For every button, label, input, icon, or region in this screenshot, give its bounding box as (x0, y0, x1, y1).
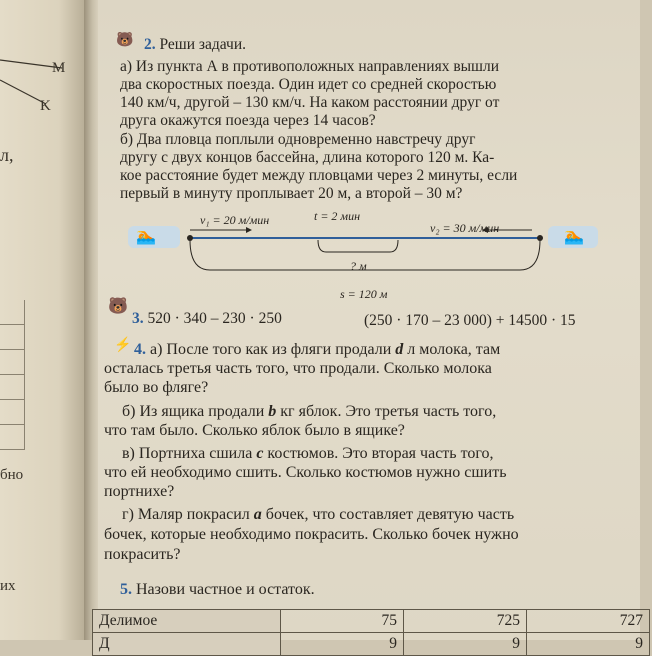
var-a: a (253, 506, 262, 523)
unknown-distance-label: ? м (350, 259, 367, 273)
task4-a-line1 (134, 341, 500, 358)
left-text-fragment-2: бно (0, 467, 24, 483)
right-page (98, 0, 640, 640)
task4-a-text1: а) После того как из фляги продали (150, 341, 392, 358)
task4-g-line3: покрасить? (104, 546, 181, 563)
task2-a-line4: друга окажутся поезда через 14 часов? (120, 112, 376, 129)
table-row (93, 633, 650, 656)
task2-b-line3: кое расстояние будет между пловцами через 2 минуты, если (120, 167, 518, 184)
angle-drawing (0, 0, 84, 140)
var-b: b (268, 403, 277, 420)
task4-number: 4. (134, 341, 146, 358)
task4-g-line2: бочек, которые необходимо покрасить. Сколько бочек нужно (104, 526, 519, 543)
task4-v-line2: что ей необходимо сшить. Сколько костюмов нужно сшить (104, 464, 507, 481)
table-cell: 75 (281, 610, 404, 633)
task4-a-line2: осталась третья часть того, что продали. Сколько молока (104, 360, 492, 377)
task2-b-line1: б) Два пловца поплыли одновременно навстречу друг (120, 131, 476, 148)
book-gutter (84, 0, 98, 640)
table-cell: 9 (527, 633, 650, 656)
task4-g-text1: г) Маляр покрасил (122, 506, 250, 523)
task5-number: 5. (120, 581, 132, 598)
task4-g-text2: бочек, что составляет девятую часть (265, 506, 515, 523)
left-text-fragment: л, (0, 145, 14, 165)
task4-a-text2: л молока, там (407, 341, 501, 358)
t-label: t = 2 мин (314, 209, 361, 223)
table-cell: 9 (281, 633, 404, 656)
swimmer-right-icon: 🏊 (564, 228, 584, 245)
v1-label: v₁ = 20 м/мин (200, 213, 270, 227)
lightning-icon: ⚡ (114, 338, 132, 353)
division-table (92, 609, 652, 656)
task2-number: 2. (144, 36, 156, 53)
task4-b-line2: что там было. Сколько яблок было в ящике? (104, 422, 405, 439)
task2-a-line2: два скоростных поезда. Один идет со средней скоростью (120, 76, 497, 93)
task3-line (132, 310, 282, 327)
task2-b-line4: первый в минуту проплывает 20 м, а второй – 30 м? (120, 185, 463, 202)
var-c: c (256, 445, 264, 462)
left-text-fragment-3: их (0, 578, 16, 594)
bear-icon-2: 🐻 (108, 298, 128, 315)
s-label: s = 120 м (340, 287, 388, 301)
task4-v-text2: костюмов. Это вторая часть того, (267, 445, 494, 462)
var-d: d (395, 341, 404, 358)
task2-a-line1: а) Из пункта А в противоположных направлениях вышли (120, 58, 500, 75)
task2-title: Реши задачи. (159, 36, 247, 53)
table-cell: 725 (404, 610, 527, 633)
table-cell: Делимое (93, 610, 281, 633)
task2-header (144, 36, 246, 53)
task3-expr2: (250 · 170 – 23 000) + 14500 · 15 (364, 312, 576, 329)
table-cell: 727 (527, 610, 650, 633)
swimmers-diagram (128, 208, 608, 304)
v2-label: v₂ = 30 м/мин (430, 221, 500, 235)
task4-v-line3: портнихе? (104, 483, 175, 500)
task5-title: Назови частное и остаток. (136, 581, 315, 598)
left-page (0, 0, 84, 640)
left-grid (0, 300, 25, 450)
task4-b-text1: б) Из ящика продали (122, 403, 265, 420)
task4-v-text1: в) Портниха сшила (122, 445, 253, 462)
table-cell: 9 (404, 633, 527, 656)
task4-a-line3: было во фляге? (104, 379, 209, 396)
task4-b-line1 (122, 403, 496, 420)
task4-g-line1 (122, 506, 514, 523)
swimmer-left-icon: 🏊 (136, 228, 156, 245)
task2-b-line2: другу с двух концов бассейна, длина которого 120 м. Ка- (120, 149, 495, 166)
task3-expr1: 520 · 340 – 230 · 250 (147, 310, 282, 327)
label-k: K (40, 98, 51, 114)
task5-header (120, 581, 315, 598)
task2-a-line3: 140 км/ч, другой – 130 км/ч. На каком расстоянии друг от (120, 94, 500, 111)
task3-number: 3. (132, 310, 144, 327)
table-cell: Д (93, 633, 281, 656)
label-m: M (52, 60, 66, 76)
table-row (93, 610, 650, 633)
bear-icon: 🐻 (116, 33, 134, 48)
task4-b-text2: кг яблок. Это третья часть того, (280, 403, 497, 420)
task4-v-line1 (122, 445, 494, 462)
